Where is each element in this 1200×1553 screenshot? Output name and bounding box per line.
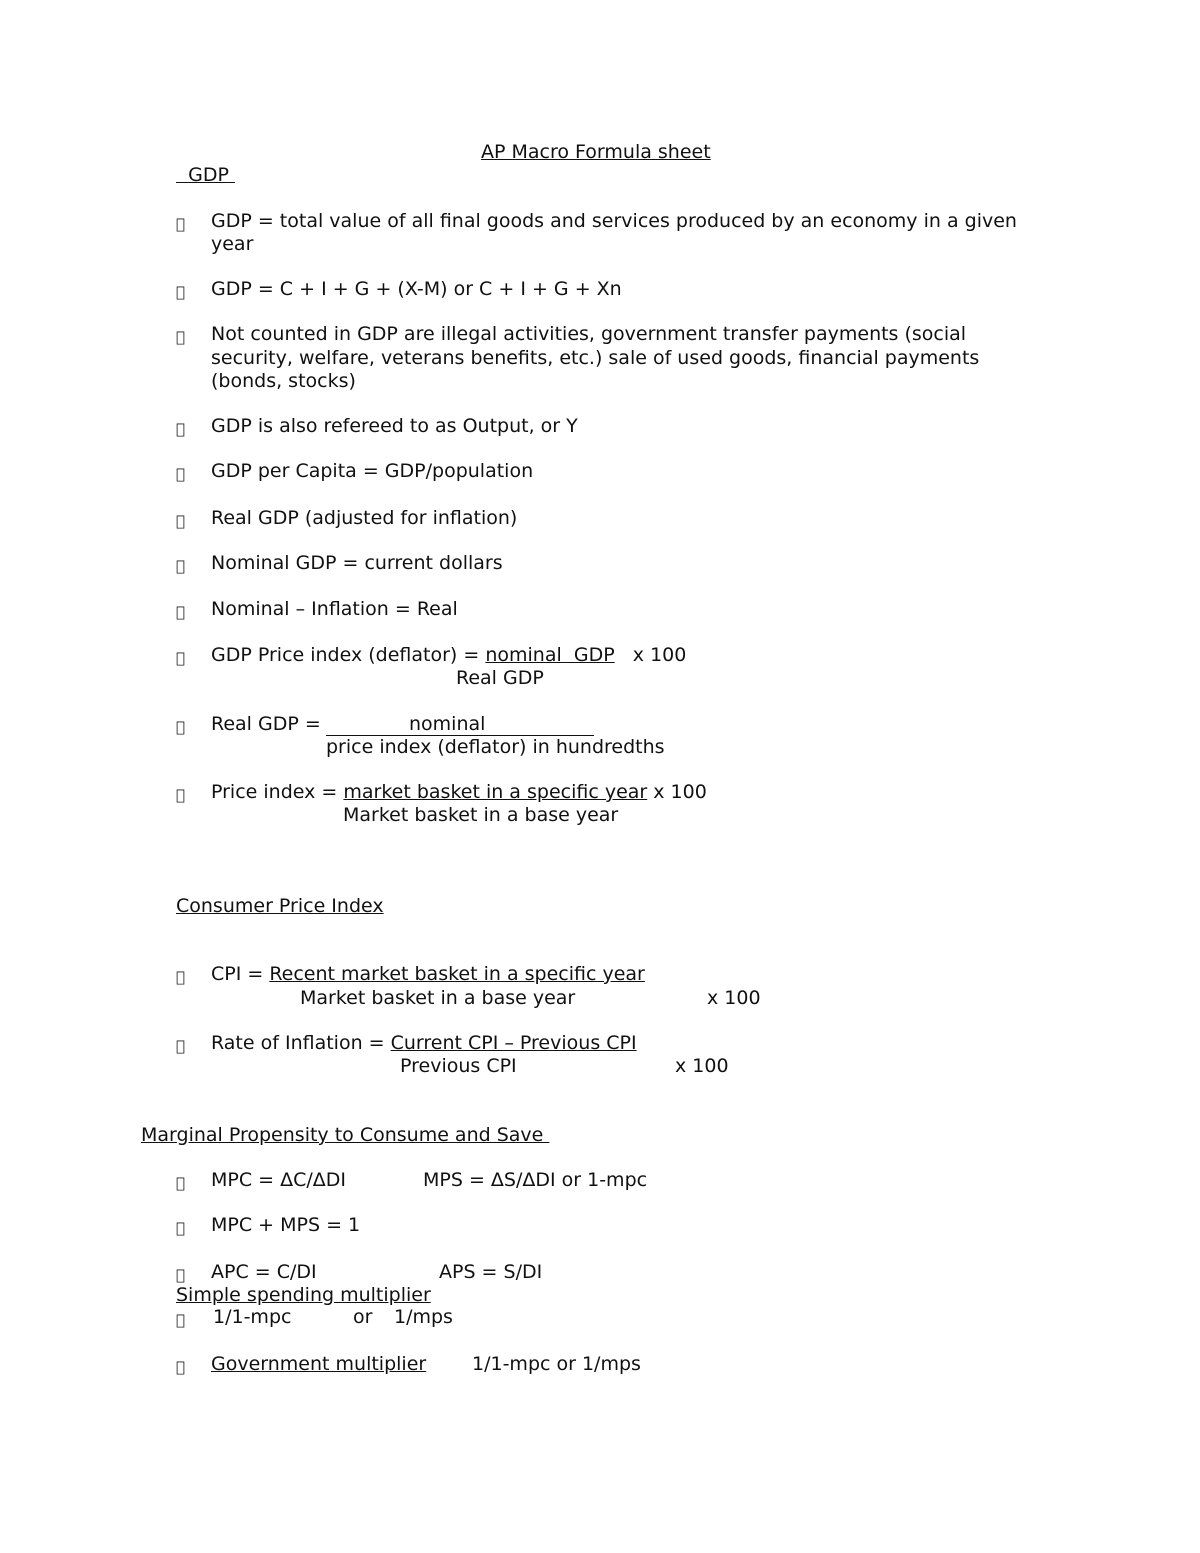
gdp-heading: GDP	[188, 164, 229, 186]
price-index-formula	[211, 781, 707, 804]
mps-formula: MPS = ΔS/ΔDI or 1-mpc	[423, 1169, 648, 1191]
mpc-mps-sum: MPC + MPS = 1	[211, 1214, 361, 1236]
bullet-icon	[176, 510, 185, 533]
bullet-icon	[176, 418, 185, 441]
bullet-icon	[176, 647, 185, 670]
bullet-icon	[176, 601, 185, 624]
inflation-prefix: Rate of Inflation =	[211, 1032, 391, 1054]
not-counted-line-3: (bonds, stocks)	[211, 370, 356, 392]
cpi-multiplier: x 100	[707, 987, 761, 1009]
inflation-numerator: Current CPI – Previous CPI	[390, 1032, 637, 1054]
simple-multiplier-mps: 1/mps	[394, 1306, 453, 1328]
nominal-inflation-real: Nominal – Inflation = Real	[211, 598, 458, 620]
real-gdp-prefix: Real GDP =	[211, 713, 321, 735]
nominal-gdp-note: Nominal GDP = current dollars	[211, 552, 503, 574]
gdp-formula: GDP = C + I + G + (X-M) or C + I + G + Xn	[211, 278, 622, 300]
deflator-denominator: Real GDP	[456, 667, 544, 689]
bullet-icon	[176, 966, 185, 989]
bullet-icon	[176, 1172, 185, 1195]
gdp-definition-line-1: GDP = total value of all final goods and services produced by an economy in a given	[211, 210, 1017, 232]
simple-multiplier-mpc: 1/1-mpc	[213, 1306, 292, 1328]
deflator-prefix: GDP Price index (deflator) =	[211, 644, 486, 666]
mpc-formula: MPC = ΔC/ΔDI	[211, 1169, 347, 1191]
inflation-multiplier: x 100	[675, 1055, 729, 1077]
bullet-icon	[176, 281, 185, 304]
gdp-definition-line-2: year	[211, 233, 254, 255]
bullet-icon	[176, 1217, 185, 1240]
price-index-multiplier: x 100	[653, 781, 707, 803]
not-counted-line-1: Not counted in GDP are illegal activities, government transfer payments (social	[211, 323, 967, 345]
cpi-heading: Consumer Price Index	[176, 895, 384, 917]
deflator-formula	[211, 644, 686, 667]
bullet-icon	[176, 213, 185, 236]
bullet-icon	[176, 555, 185, 578]
mpc-heading: Marginal Propensity to Consume and Save	[141, 1124, 550, 1146]
bullet-icon	[176, 1309, 185, 1332]
price-index-denominator: Market basket in a base year	[343, 804, 619, 826]
real-gdp-denominator: price index (deflator) in hundredths	[326, 736, 665, 758]
bullet-icon	[176, 716, 185, 739]
apc-formula: APC = C/DI	[211, 1261, 317, 1283]
bullet-icon	[176, 463, 185, 486]
price-index-prefix: Price index =	[211, 781, 344, 803]
inflation-formula	[211, 1032, 637, 1055]
inflation-denominator: Previous CPI	[400, 1055, 517, 1077]
cpi-numerator: Recent market basket in a specific year	[269, 963, 645, 985]
bullet-icon	[176, 1356, 185, 1379]
gdp-per-capita: GDP per Capita = GDP/population	[211, 460, 534, 482]
real-gdp-numerator: nominal	[409, 713, 486, 735]
cpi-denominator: Market basket in a base year	[300, 987, 576, 1009]
simple-multiplier-heading: Simple spending multiplier	[176, 1284, 431, 1306]
gdp-output: GDP is also refereed to as Output, or Y	[211, 415, 578, 437]
government-multiplier-label: Government multiplier	[211, 1353, 427, 1375]
bullet-icon	[176, 784, 185, 807]
bullet-icon	[176, 326, 185, 349]
real-gdp-note: Real GDP (adjusted for inflation)	[211, 507, 518, 529]
not-counted-line-2: security, welfare, veterans benefits, etc.) sale of used goods, financial payments	[211, 347, 980, 369]
price-index-numerator: market basket in a specific year	[343, 781, 648, 803]
cpi-formula	[211, 963, 645, 986]
deflator-multiplier: x 100	[632, 644, 687, 666]
aps-formula: APS = S/DI	[439, 1261, 543, 1283]
government-multiplier-value: 1/1-mpc or 1/mps	[472, 1353, 641, 1375]
bullet-icon	[176, 1035, 185, 1058]
simple-multiplier-or: or	[353, 1306, 373, 1328]
deflator-numerator: nominal GDP	[485, 644, 615, 666]
cpi-prefix: CPI =	[211, 963, 270, 985]
page-title: AP Macro Formula sheet	[481, 141, 711, 163]
